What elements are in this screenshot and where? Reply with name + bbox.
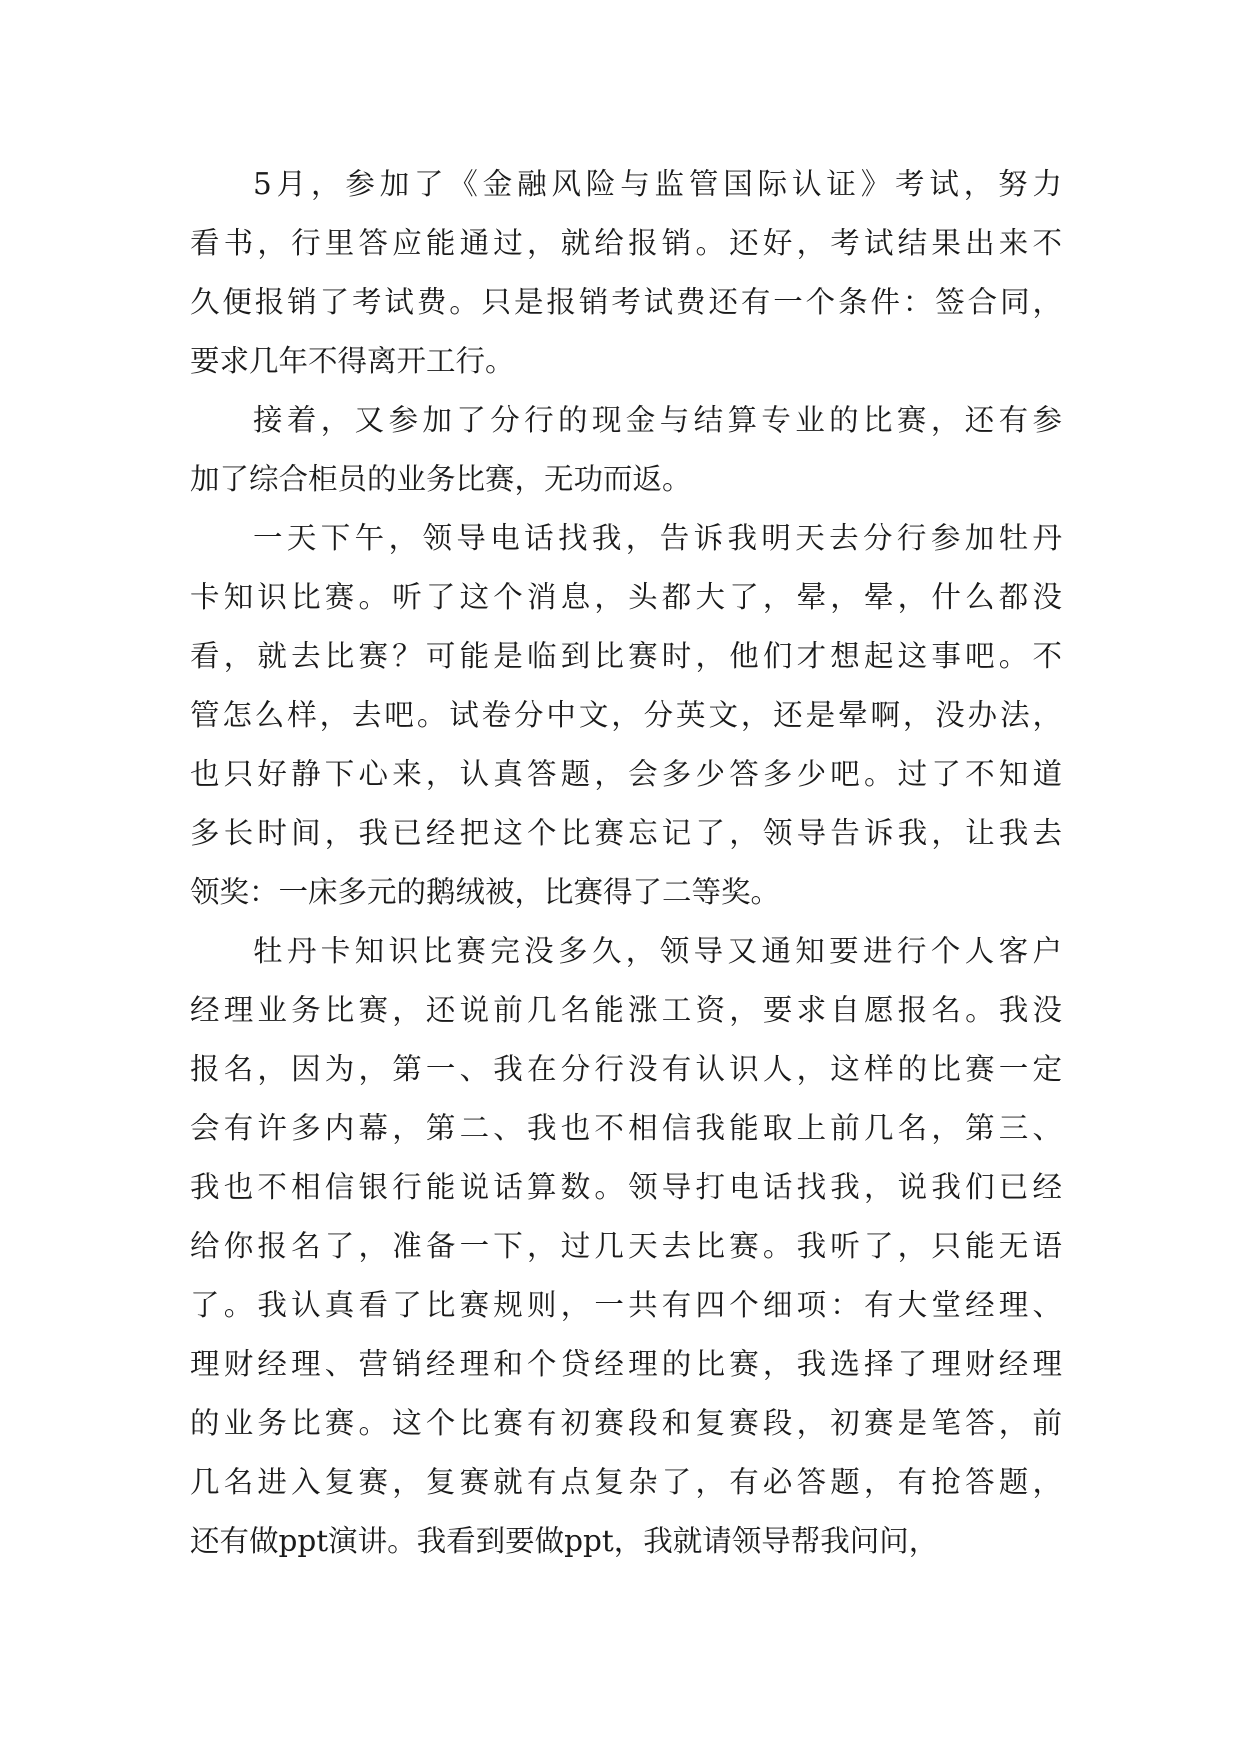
paragraph-1-line-1: 5月，参加了《金融风险与监管国际认证》考试，努力 — [253, 167, 1062, 201]
paragraph-4-line-2: 经理业务比赛，还说前几名能涨工资，要求自愿报名。我没 — [190, 993, 1062, 1027]
paragraph-4-line-6: 给你报名了，准备一下，过几天去比赛。我听了，只能无语 — [190, 1229, 1062, 1263]
paragraph-4-line-9: 的业务比赛。这个比赛有初赛段和复赛段，初赛是笔答，前 — [190, 1406, 1062, 1440]
document-body — [190, 155, 1062, 1571]
paragraph-4-line-11: 还有做ppt演讲。我看到要做ppt，我就请领导帮我问问， — [190, 1524, 939, 1558]
paragraph-3-line-1: 一天下午，领导电话找我，告诉我明天去分行参加牡丹 — [253, 521, 1062, 555]
paragraph-1-line-4: 要求几年不得离开工行。 — [190, 344, 515, 378]
paragraph-1-line-3: 久便报销了考试费。只是报销考试费还有一个条件：签合同， — [190, 285, 1062, 319]
paragraph-3-line-6: 多长时间，我已经把这个比赛忘记了，领导告诉我，让我去 — [190, 816, 1062, 850]
paragraph-1-line-2: 看书，行里答应能通过，就给报销。还好，考试结果出来不 — [190, 226, 1062, 260]
paragraph-2-line-2: 加了综合柜员的业务比赛，无功而返。 — [190, 462, 692, 496]
paragraph-4-line-7: 了。我认真看了比赛规则，一共有四个细项：有大堂经理、 — [190, 1288, 1062, 1322]
paragraph-3-line-4: 管怎么样，去吧。试卷分中文，分英文，还是晕啊，没办法， — [190, 698, 1062, 732]
paragraph-4-line-4: 会有许多内幕，第二、我也不相信我能取上前几名，第三、 — [190, 1111, 1062, 1145]
paragraph-4-line-10: 几名进入复赛，复赛就有点复杂了，有必答题，有抢答题， — [190, 1465, 1062, 1499]
paragraph-3-line-3: 看，就去比赛？可能是临到比赛时，他们才想起这事吧。不 — [190, 639, 1062, 673]
paragraph-3-line-2: 卡知识比赛。听了这个消息，头都大了，晕，晕，什么都没 — [190, 580, 1062, 614]
paragraph-3-line-7: 领奖：一床多元的鹅绒被，比赛得了二等奖。 — [190, 875, 781, 909]
paragraph-4-line-3: 报名，因为，第一、我在分行没有认识人，这样的比赛一定 — [190, 1052, 1062, 1086]
paragraph-2-line-1: 接着，又参加了分行的现金与结算专业的比赛，还有参 — [253, 403, 1062, 437]
paragraph-4-line-5: 我也不相信银行能说话算数。领导打电话找我，说我们已经 — [190, 1170, 1062, 1204]
paragraph-4-line-1: 牡丹卡知识比赛完没多久，领导又通知要进行个人客户 — [253, 934, 1062, 968]
paragraph-3-line-5: 也只好静下心来，认真答题，会多少答多少吧。过了不知道 — [190, 757, 1062, 791]
paragraph-4-line-8: 理财经理、营销经理和个贷经理的比赛，我选择了理财经理 — [190, 1347, 1062, 1381]
